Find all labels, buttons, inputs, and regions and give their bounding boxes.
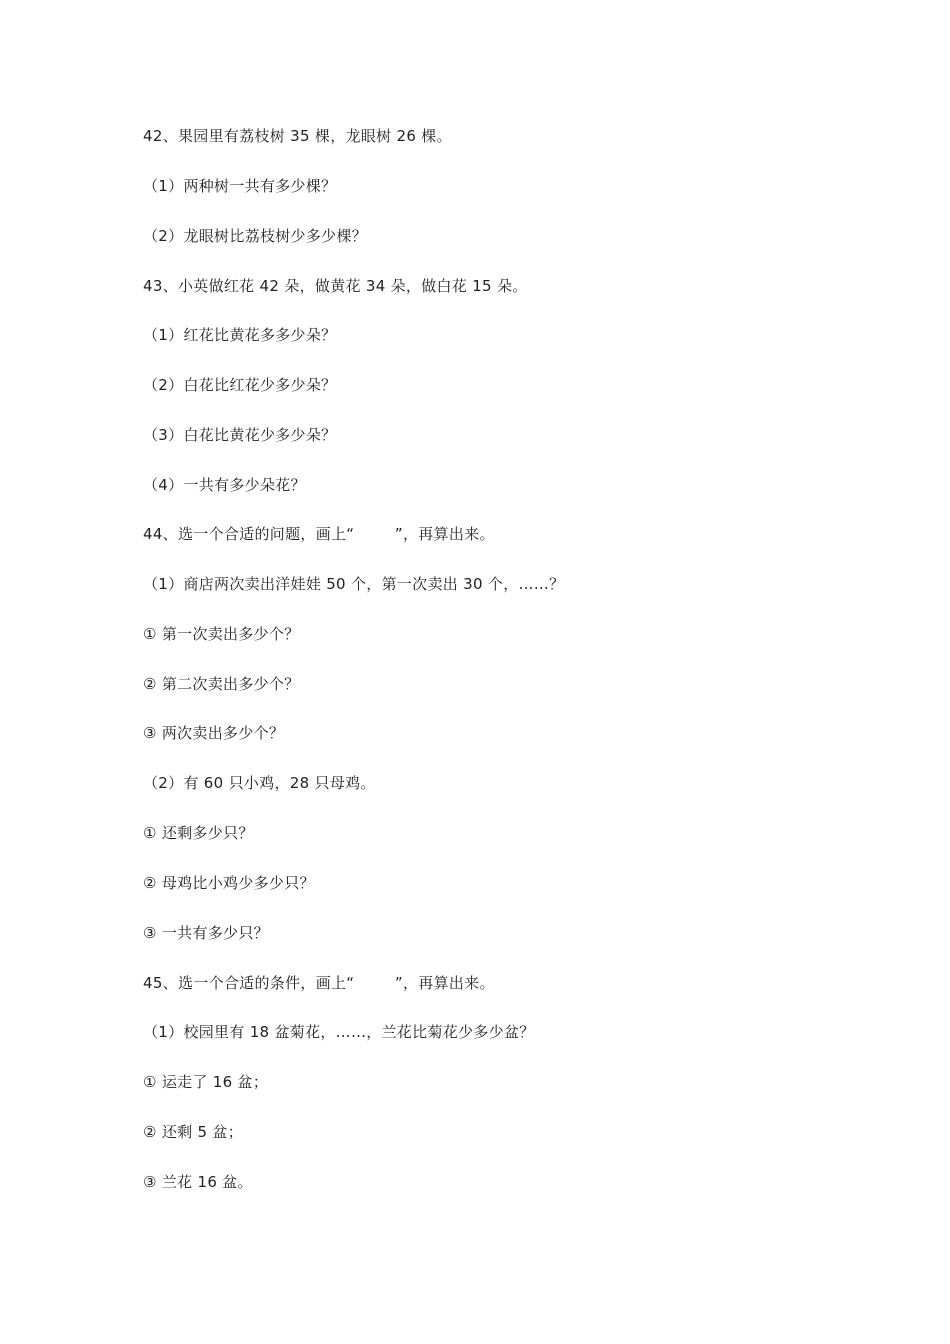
question-45-part-1: （1）校园里有 18 盆菊花，……，兰花比菊花少多少盆？ <box>143 1023 535 1041</box>
question-44-part-2: （2）有 60 只小鸡，28 只母鸡。 <box>143 774 376 792</box>
question-45: 45、选一个合适的条件，画上“ ”，再算出来。 <box>143 974 495 992</box>
question-42: 42、果园里有荔枝树 35 棵，龙眼树 26 棵。 <box>143 127 452 145</box>
question-44: 44、选一个合适的问题，画上“ ”，再算出来。 <box>143 525 495 543</box>
question-44-part-2-option-3: ③ 一共有多少只？ <box>143 924 269 942</box>
question-43-part-3: （3）白花比黄花少多少朵？ <box>143 426 337 444</box>
question-43-part-1: （1）红花比黄花多多少朵？ <box>143 326 337 344</box>
question-43-part-2: （2）白花比红花少多少朵？ <box>143 376 337 394</box>
question-44-part-1-option-3: ③ 两次卖出多少个？ <box>143 724 285 742</box>
question-42-part-1: （1）两种树一共有多少棵？ <box>143 177 337 195</box>
question-42-part-2: （2）龙眼树比荔枝树少多少棵？ <box>143 227 368 245</box>
question-44-part-2-option-2: ② 母鸡比小鸡少多少只？ <box>143 874 315 892</box>
question-45-part-1-option-2: ② 还剩 5 盆； <box>143 1123 243 1141</box>
question-43: 43、小英做红花 42 朵，做黄花 34 朵，做白花 15 朵。 <box>143 277 528 295</box>
question-44-part-1-option-1: ① 第一次卖出多少个？ <box>143 625 300 643</box>
question-44-part-1: （1）商店两次卖出洋娃娃 50 个，第一次卖出 30 个，……？ <box>143 575 565 593</box>
question-43-part-4: （4）一共有多少朵花？ <box>143 476 306 494</box>
question-44-part-2-option-1: ① 还剩多少只？ <box>143 824 254 842</box>
question-44-part-1-option-2: ② 第二次卖出多少个？ <box>143 675 300 693</box>
question-45-part-1-option-1: ① 运走了 16 盆； <box>143 1073 269 1091</box>
question-45-part-1-option-3: ③ 兰花 16 盆。 <box>143 1173 253 1191</box>
